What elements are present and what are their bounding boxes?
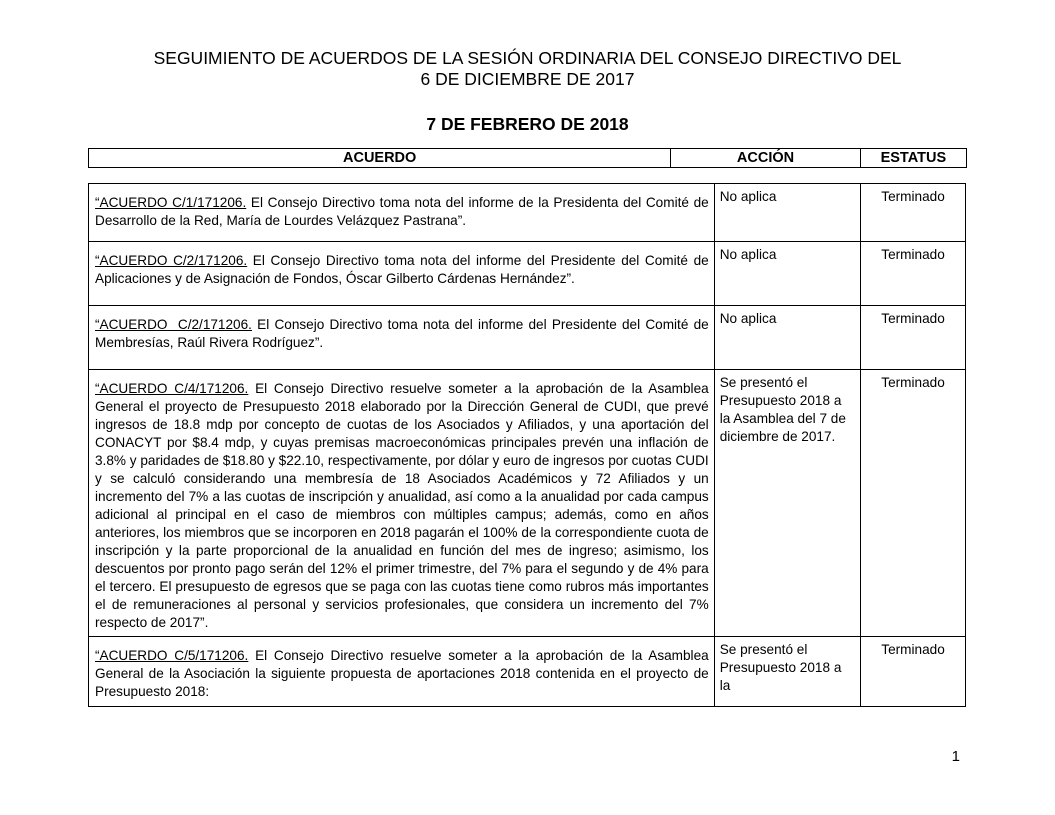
table-row: [89, 370, 966, 637]
column-header-table: [88, 148, 967, 168]
table-row: [89, 637, 966, 707]
acuerdo-reference: “ACUERDO C/2/171206.: [95, 317, 252, 332]
acuerdo-text: El Consejo Directivo resuelve someter a la aprobación de la Asamblea General de la Asociación la siguiente propuesta de aportaciones 2018 contenida en el proyecto de Presupuesto 2018:: [95, 648, 709, 699]
estatus-cell: Terminado: [861, 370, 966, 637]
table-row: [89, 242, 966, 306]
column-header-accion: ACCIÓN: [671, 149, 860, 168]
estatus-cell: Terminado: [861, 306, 966, 370]
agreements-table: [88, 183, 966, 707]
table-row: [89, 184, 966, 242]
acuerdo-cell: [89, 370, 715, 637]
accion-cell: Se presentó el Presupuesto 2018 a la Asamblea del 7 de diciembre de 2017.: [714, 370, 860, 637]
acuerdo-cell: [89, 637, 715, 707]
title-line-1: SEGUIMIENTO DE ACUERDOS DE LA SESIÓN ORDINARIA DEL CONSEJO DIRECTIVO DEL: [153, 48, 902, 68]
estatus-cell: Terminado: [861, 242, 966, 306]
accion-cell: Se presentó el Presupuesto 2018 a la: [714, 637, 860, 707]
estatus-cell: Terminado: [861, 637, 966, 707]
accion-cell: No aplica: [714, 306, 860, 370]
acuerdo-reference: “ACUERDO C/1/171206.: [95, 195, 247, 210]
acuerdo-text: El Consejo Directivo toma nota del informe del Presidente del Comité de Membresías, Raúl Rivera Rodríguez”.: [95, 317, 709, 350]
table-row: [89, 306, 966, 370]
acuerdo-cell: [89, 184, 715, 242]
acuerdo-reference: “ACUERDO C/5/171206.: [95, 648, 249, 663]
acuerdo-reference: “ACUERDO C/4/171206.: [95, 381, 249, 396]
acuerdo-text: El Consejo Directivo resuelve someter a la aprobación de la Asamblea General el proyecto de Presupuesto 2018 elaborado por la Dirección General de CUDI, que prevé ingresos de 18.8 mdp por concepto de cuotas de los Asociados y Afiliados, y una aportación del CONACYT por $8.4 mdp, y cuyas premisas macroeconómicas principales prevén una inflación de 3.8% y paridades de $18.80 y $22.10, respectivamente, por dólar y euro de ingresos por cuotas CUDI y se calculó considerando una membresía de 18 Asociados Académicos y 72 Afiliados y un incremento del 7% a las cuotas de inscripción y anualidad, así como a la anualidad por cada campus adicional al principal en el caso de miembros con múltiples campus; además, como en años anteriores, los miembros que se incorporen en 2018 pagarán el 100% de la correspondiente cuota de inscripción y la parte proporcional de la anualidad en función del mes de ingreso; asimismo, los descuentos por pronto pago serán del 12% el primer trimestre, del 7% para el segundo y de 4% para el tercero. El presupuesto de egresos que se paga con las cuotas tiene como rubros más importantes el de remuneraciones al personal y servicios profesionales, que considera un incremento del 7% respecto de 2017”.: [95, 381, 709, 630]
acuerdo-cell: [89, 306, 715, 370]
acuerdo-cell: [89, 242, 715, 306]
column-header-acuerdo: ACUERDO: [89, 149, 671, 168]
title-line-2: 6 DE DICIEMBRE DE 2017: [420, 69, 635, 89]
document-title: [0, 48, 1055, 90]
acuerdo-text: El Consejo Directivo toma nota del informe de la Presidenta del Comité de Desarrollo de la Red, María de Lourdes Velázquez Pastrana”.: [95, 195, 709, 228]
column-header-estatus: ESTATUS: [860, 149, 966, 168]
accion-cell: No aplica: [714, 242, 860, 306]
acuerdo-text: El Consejo Directivo toma nota del informe del Presidente del Comité de Aplicaciones y de Asignación de Fondos, Óscar Gilberto Cárdenas Hernández”.: [95, 253, 709, 286]
acuerdo-reference: “ACUERDO C/2/171206.: [95, 253, 248, 268]
page-number: 1: [951, 748, 960, 765]
document-date: 7 DE FEBRERO DE 2018: [426, 114, 629, 134]
accion-cell: No aplica: [714, 184, 860, 242]
estatus-cell: Terminado: [861, 184, 966, 242]
